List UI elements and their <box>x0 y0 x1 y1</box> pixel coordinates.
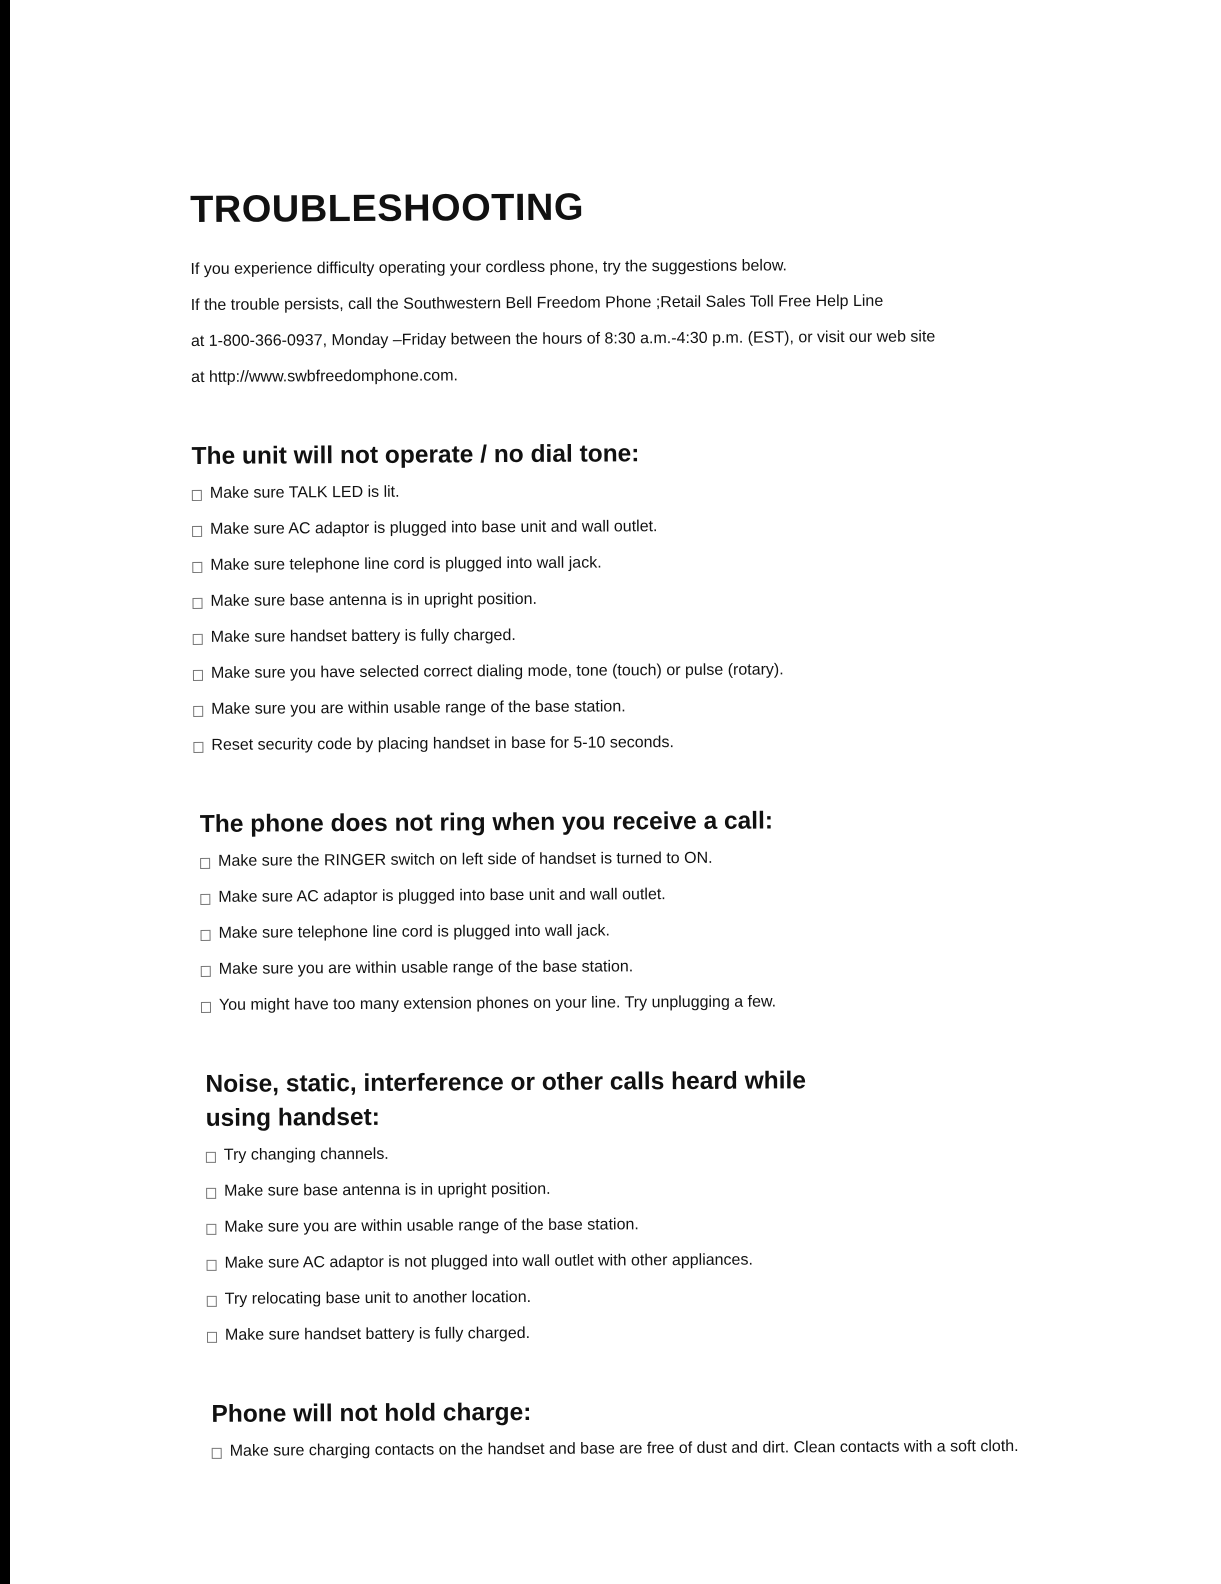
list-item: Make sure handset battery is fully charged. <box>193 614 1073 655</box>
checkbox-icon <box>193 670 203 681</box>
section-heading: Noise, static, interference or other calls heard while using handset: <box>205 1067 807 1132</box>
intro-line: If you experience difficulty operating your cordless phone, try the suggestions below. <box>190 257 788 278</box>
checkbox-icon <box>193 742 203 753</box>
list-item: Make sure base antenna is in upright position. <box>192 578 1072 619</box>
list-item: Try relocating base unit to another location. <box>207 1276 1077 1317</box>
checkbox-icon <box>201 930 211 941</box>
intro-line: If the trouble persists, call the Southwestern Bell Freedom Phone ;Retail Sales Toll Free Help Line <box>190 292 884 314</box>
section-heading: The phone does not ring when you receive a call: <box>199 807 774 838</box>
document-page <box>190 185 1078 1470</box>
checkbox-icon <box>207 1260 217 1271</box>
list-item: Make sure telephone line cord is plugged into wall jack. <box>192 542 1072 583</box>
list-item: Make sure TALK LED is lit. <box>192 470 1072 511</box>
section-noise-static <box>205 1062 1077 1353</box>
list-item: Try changing channels. <box>206 1132 1076 1173</box>
scan-edge-bar <box>0 0 10 1584</box>
checkbox-icon <box>206 1188 216 1199</box>
section-no-dial-tone <box>192 434 1074 763</box>
checkbox-icon <box>212 1448 222 1459</box>
list-item: Make sure handset battery is fully charged. <box>207 1312 1077 1353</box>
list-item: Make sure AC adaptor is plugged into base unit and wall outlet. <box>200 874 1074 915</box>
checklist <box>206 1132 1077 1353</box>
checkbox-icon <box>192 526 202 537</box>
checklist <box>192 470 1074 763</box>
list-item: You might have too many extension phones on your line. Try unplugging a few. <box>201 982 1075 1023</box>
checkbox-icon <box>201 966 211 977</box>
intro-paragraph <box>190 246 1071 395</box>
intro-line: at 1-800-366-0937, Monday –Friday between the hours of 8:30 a.m.-4:30 p.m. (EST), or visit our web site <box>190 328 936 350</box>
checkbox-icon <box>201 1002 211 1013</box>
section-no-charge <box>211 1392 1077 1469</box>
list-item: Make sure telephone line cord is plugged into wall jack. <box>200 910 1074 951</box>
page-title: TROUBLESHOOTING <box>189 186 585 231</box>
checklist <box>200 838 1075 1023</box>
list-item: Make sure base antenna is in upright position. <box>206 1168 1076 1209</box>
checkbox-icon <box>206 1224 216 1235</box>
list-item: Make sure you are within usable range of the base station. <box>193 686 1073 727</box>
section-heading: Phone will not hold charge: <box>211 1398 532 1428</box>
checkbox-icon <box>192 562 202 573</box>
list-item: Make sure the RINGER switch on left side of handset is turned to ON. <box>200 838 1074 879</box>
section-no-ring <box>200 802 1075 1023</box>
list-item: Make sure you have selected correct dialing mode, tone (touch) or pulse (rotary). <box>193 650 1073 691</box>
checklist <box>212 1428 1078 1469</box>
checkbox-icon <box>200 858 210 869</box>
section-heading: The unit will not operate / no dial tone: <box>191 440 640 470</box>
checkbox-icon <box>207 1296 217 1307</box>
list-item: Reset security code by placing handset in base for 5-10 seconds. <box>193 722 1073 763</box>
checkbox-icon <box>192 490 202 501</box>
list-item: Make sure AC adaptor is not plugged into wall outlet with other appliances. <box>206 1240 1076 1281</box>
list-item: Make sure charging contacts on the handset and base are free of dust and dirt. Clean contacts with a soft cloth. <box>212 1428 1078 1469</box>
list-item: Make sure you are within usable range of the base station. <box>206 1204 1076 1245</box>
checkbox-icon <box>192 598 202 609</box>
intro-line: at http://www.swbfreedomphone.com. <box>191 367 458 386</box>
list-item: Make sure you are within usable range of the base station. <box>201 946 1075 987</box>
checkbox-icon <box>193 706 203 717</box>
checkbox-icon <box>207 1332 217 1343</box>
checkbox-icon <box>193 634 203 645</box>
checkbox-icon <box>200 894 210 905</box>
list-item: Make sure AC adaptor is plugged into base unit and wall outlet. <box>192 506 1072 547</box>
checkbox-icon <box>206 1152 216 1163</box>
